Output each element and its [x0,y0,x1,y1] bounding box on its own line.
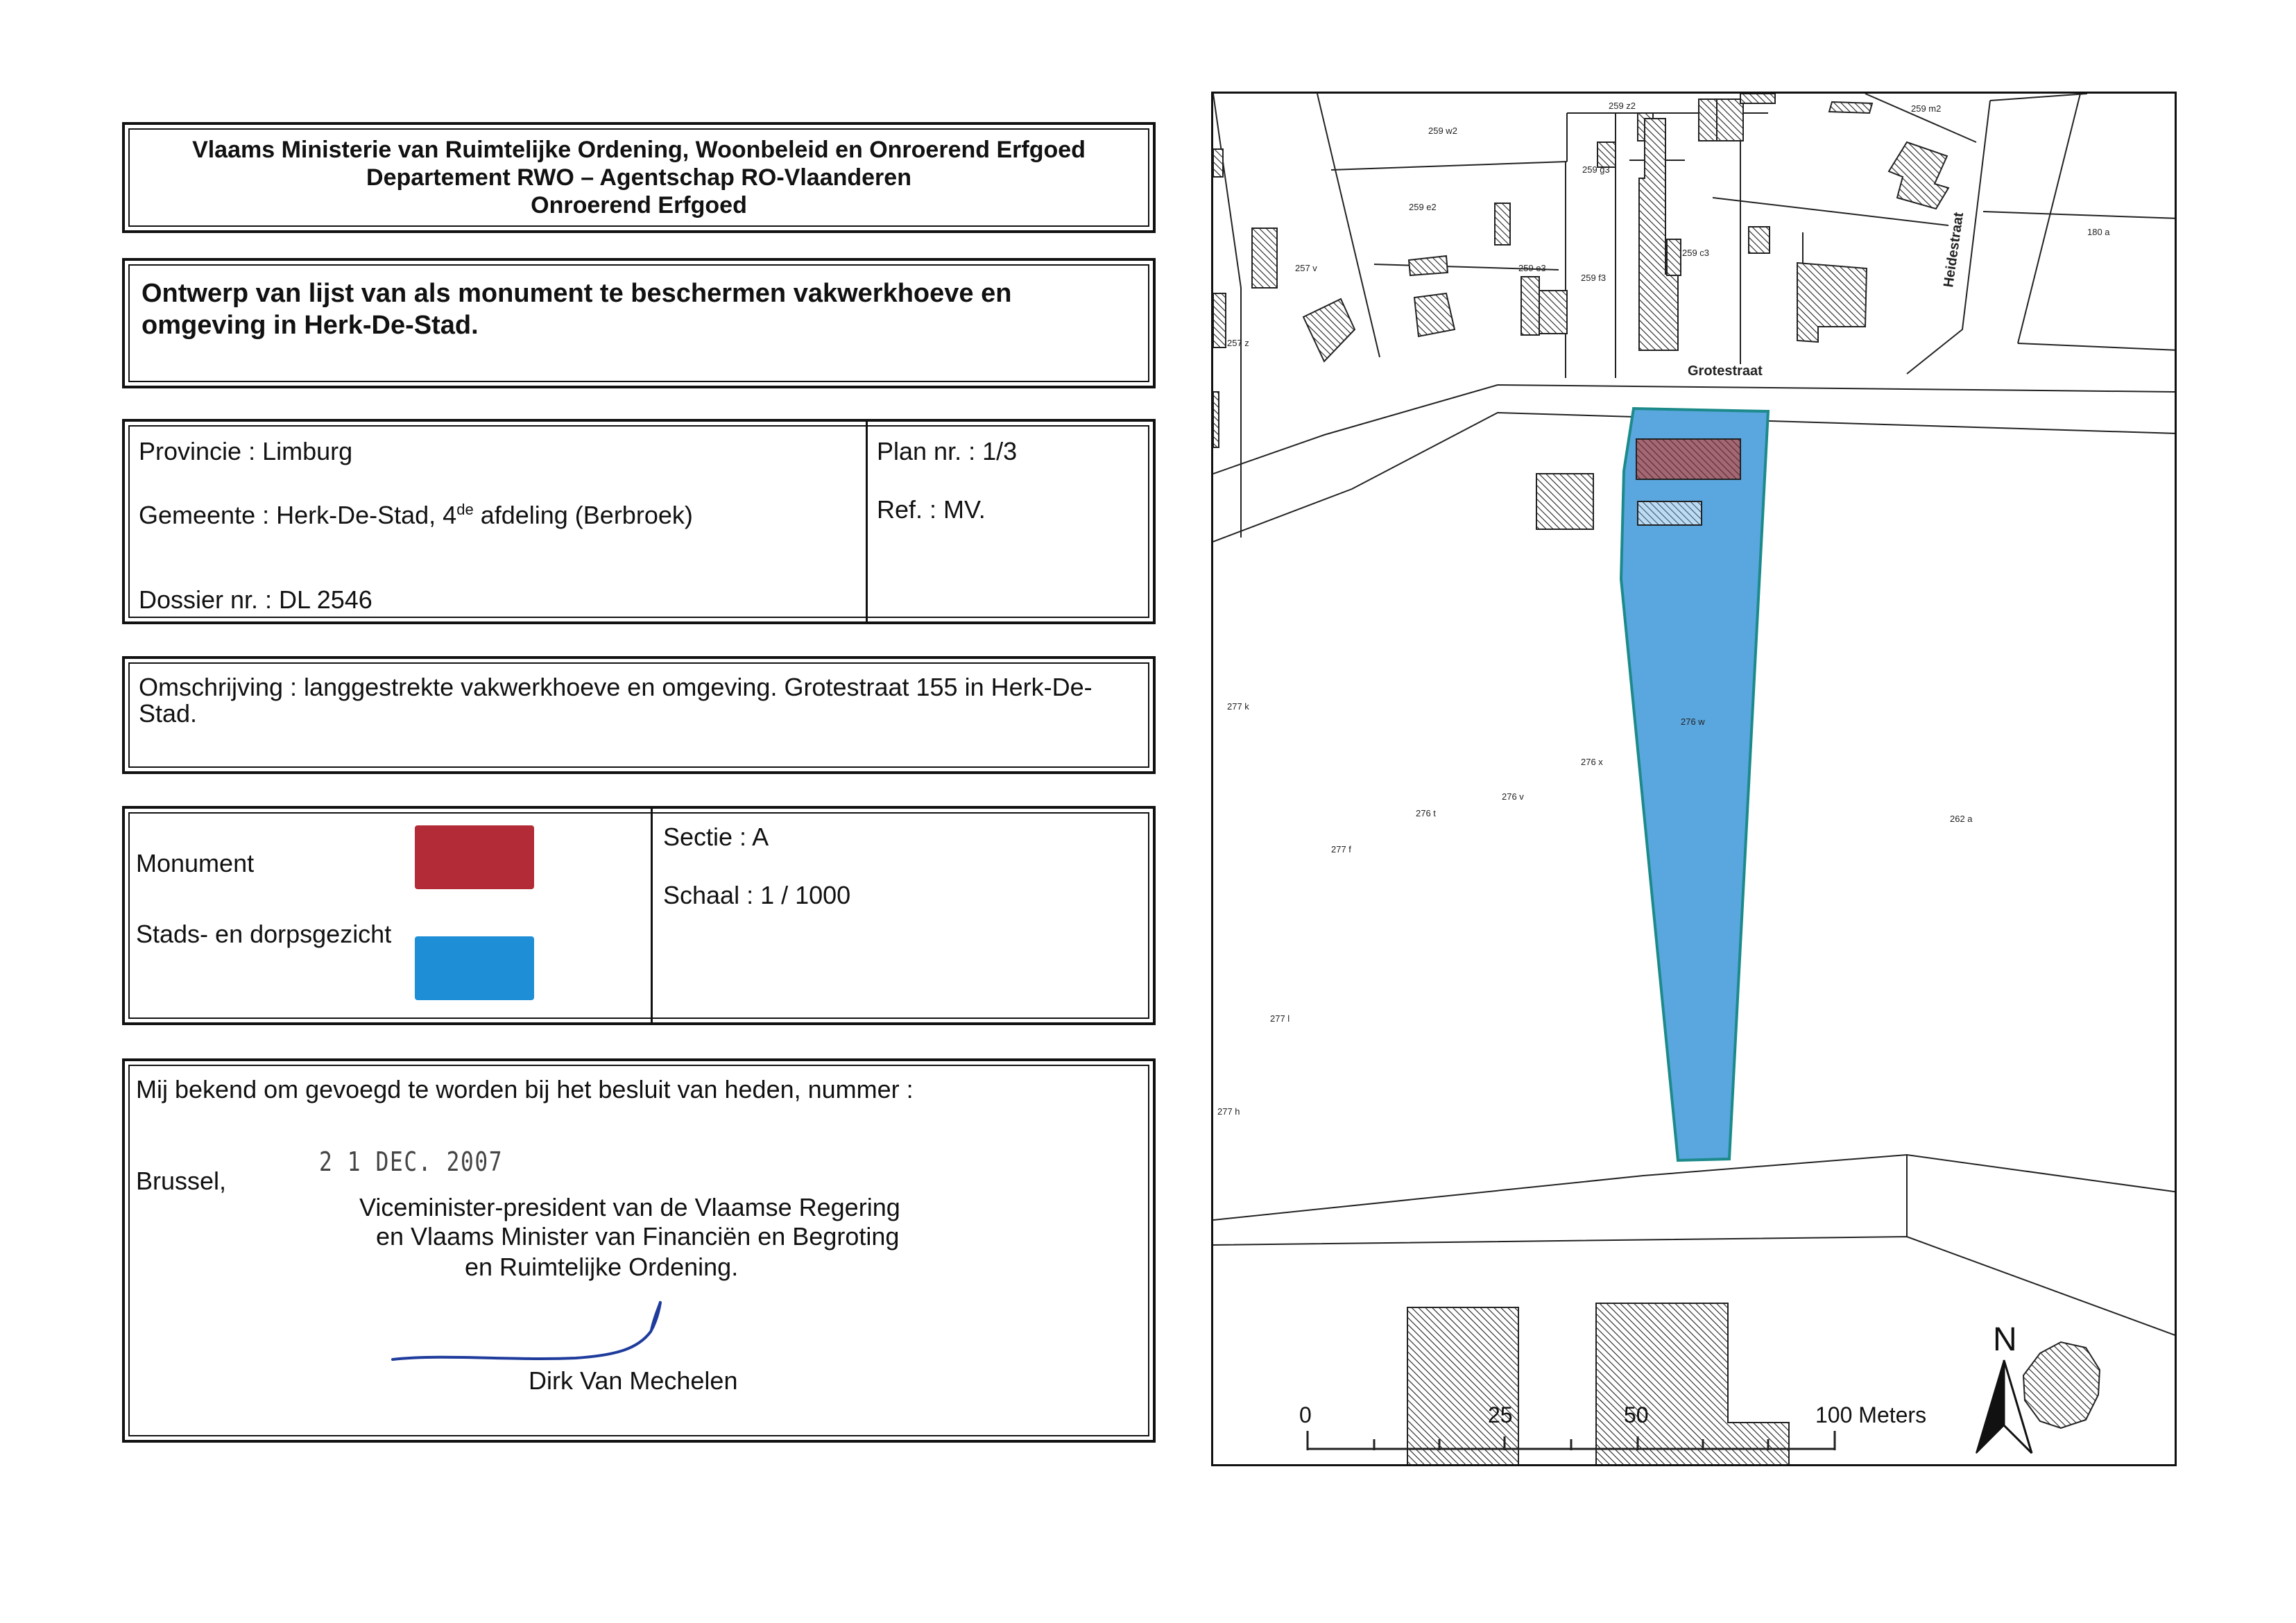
map-drawing [1213,94,2177,1466]
monument-swatch [415,825,534,889]
parcel-label: 277 f [1331,844,1351,855]
parcel-label: 276 t [1416,808,1436,818]
parcel-label: 277 l [1270,1013,1290,1024]
signatory-role-1: Viceminister-president van de Vlaamse Regering [359,1193,900,1221]
parcel-label: 257 z [1227,338,1249,348]
decision-box [122,1058,1156,1443]
stads-swatch [415,936,534,1000]
plan-number: Plan nr. : 1/3 [877,437,1018,465]
description-line1: Omschrijving : langgestrekte vakwerkhoeve en omgeving. Grotestraat 155 in Herk-De- [139,673,1093,701]
signatory-name: Dirk Van Mechelen [529,1366,738,1395]
decision-intro: Mij bekend om gevoegd te worden bij het besluit van heden, nummer : [136,1075,914,1104]
parcel-label: 277 k [1227,701,1249,712]
gemeente-main: Gemeente : Herk-De-Stad, 4 [139,501,457,529]
parcel-label: 259 f3 [1581,273,1607,283]
info-box [122,419,1156,624]
scale-label-25: 25 [1488,1402,1513,1427]
parcel-label: 276 v [1502,791,1524,802]
gemeente-rest: afdeling (Berbroek) [473,501,693,529]
scale-label-0: 0 [1299,1402,1312,1427]
signatory-role-2: en Vlaams Minister van Financiën en Begroting [376,1222,900,1251]
dossier-text: Dossier nr. : DL 2546 [139,585,372,614]
street-label-heidestraat: Heidestraat [1941,211,1967,289]
legend-divider [651,809,653,1022]
info-divider [866,422,868,621]
parcel-label: 259 c3 [1682,248,1710,258]
scale-label-50: 50 [1624,1402,1649,1427]
parcel-label: 259 e3 [1518,263,1546,273]
north-label: N [1993,1321,2017,1358]
monument-building-tint [1636,439,1740,479]
document-title-line2: omgeving in Herk-De-Stad. [142,311,479,340]
reference: Ref. : MV. [877,495,986,524]
scale-label-100: 100 Meters [1815,1402,1927,1427]
document-title-line1: Ontwerp van lijst van als monument te beschermen vakwerkhoeve en [142,279,1012,308]
description-line2: Stad. [139,699,198,728]
gemeente-sup: de [456,501,474,518]
parcel-label: 259 g3 [1582,164,1610,175]
department-name: Departement RWO – Agentschap RO-Vlaanderen [366,164,911,191]
stads-label: Stads- en dorpsgezicht [136,920,392,948]
signatory-role-3: en Ruimtelijke Ordening. [465,1253,739,1281]
parcel-label: 259 z2 [1609,101,1636,111]
ministry-name: Vlaams Ministerie van Ruimtelijke Ordening, Woonbeleid en Onroerend Erfgoed [192,137,1086,163]
provincie-text: Provincie : Limburg [139,437,353,465]
agency-name: Onroerend Erfgoed [531,192,747,218]
sectie-text: Sectie : A [663,823,769,851]
handwritten-signature [388,1283,749,1380]
monument-label: Monument [136,849,255,877]
parcel-label: 257 v [1295,263,1317,273]
description-box [122,656,1156,774]
parcel-label: 259 e2 [1409,202,1437,212]
ministry-header [122,122,1156,233]
parcel-label: 262 a [1950,814,1973,824]
parcel-label: 276 w [1681,716,1705,727]
street-label-grotestraat: Grotestraat [1688,363,1763,379]
annex-building [1638,501,1702,525]
parcel-label: 277 h [1217,1106,1240,1117]
gemeente-text [139,495,693,530]
parcel-label: 259 w2 [1428,126,1457,136]
schaal-text: Schaal : 1 / 1000 [663,881,851,909]
parcel-label: 276 x [1581,757,1603,767]
document-title-box [122,258,1156,388]
cadastral-map [1211,92,2177,1466]
date-stamp: 2 1 DEC. 2007 [319,1147,504,1177]
parcel-label: 259 m2 [1911,103,1942,114]
place-text: Brussel, [136,1167,227,1195]
legend-box [122,806,1156,1025]
parcel-label: 180 a [2087,227,2110,237]
